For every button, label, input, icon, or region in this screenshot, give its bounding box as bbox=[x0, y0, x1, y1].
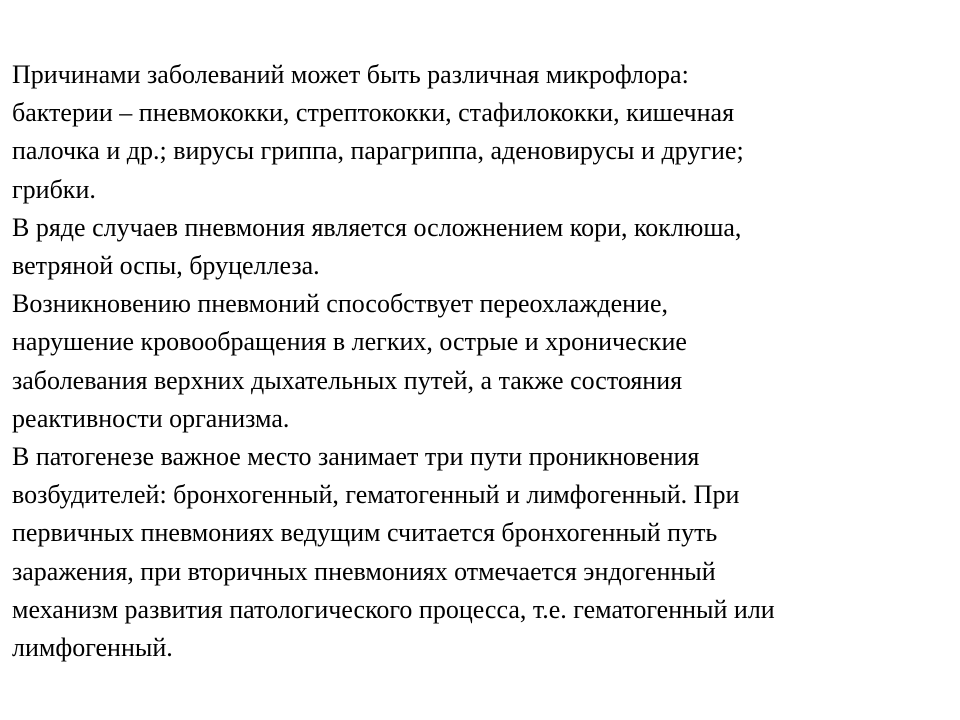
text-line: заболевания верхних дыхательных путей, а также состояния bbox=[12, 365, 683, 395]
text-line: возбудителей: бронхогенный, гематогенный и лимфогенный. При bbox=[12, 480, 740, 510]
text-line: В ряде случаев пневмония является осложнением кори, коклюша, bbox=[12, 212, 742, 242]
text-line: нарушение кровообращения в легких, острые и хронические bbox=[12, 327, 687, 357]
text-line: заражения, при вторичных пневмониях отмечается эндогенный bbox=[12, 556, 716, 586]
text-line: Возникновению пневмоний способствует переохлаждение, bbox=[12, 289, 668, 319]
paragraph-pathogenesis bbox=[12, 438, 952, 667]
paragraph-complications bbox=[12, 209, 952, 285]
text-line: первичных пневмониях ведущим считается бронхогенный путь bbox=[12, 518, 718, 548]
slide-body-text bbox=[12, 56, 952, 667]
text-line: палочка и др.; вирусы гриппа, парагриппа, аденовирусы и другие; bbox=[12, 136, 744, 166]
text-line: бактерии – пневмококки, стрептококки, стафилококки, кишечная bbox=[12, 98, 735, 128]
text-line: В патогенезе важное место занимает три пути проникновения bbox=[12, 442, 700, 472]
text-line: ветряной оспы, бруцеллеза. bbox=[12, 251, 320, 281]
text-line: механизм развития патологического процесса, т.е. гематогенный или bbox=[12, 594, 775, 624]
text-line: Причинами заболеваний может быть различная микрофлора: bbox=[12, 60, 689, 89]
text-line: грибки. bbox=[12, 174, 96, 204]
text-line: лимфогенный. bbox=[12, 633, 173, 663]
text-line: реактивности организма. bbox=[12, 403, 290, 433]
paragraph-causes bbox=[12, 56, 952, 209]
paragraph-risk-factors bbox=[12, 285, 952, 438]
